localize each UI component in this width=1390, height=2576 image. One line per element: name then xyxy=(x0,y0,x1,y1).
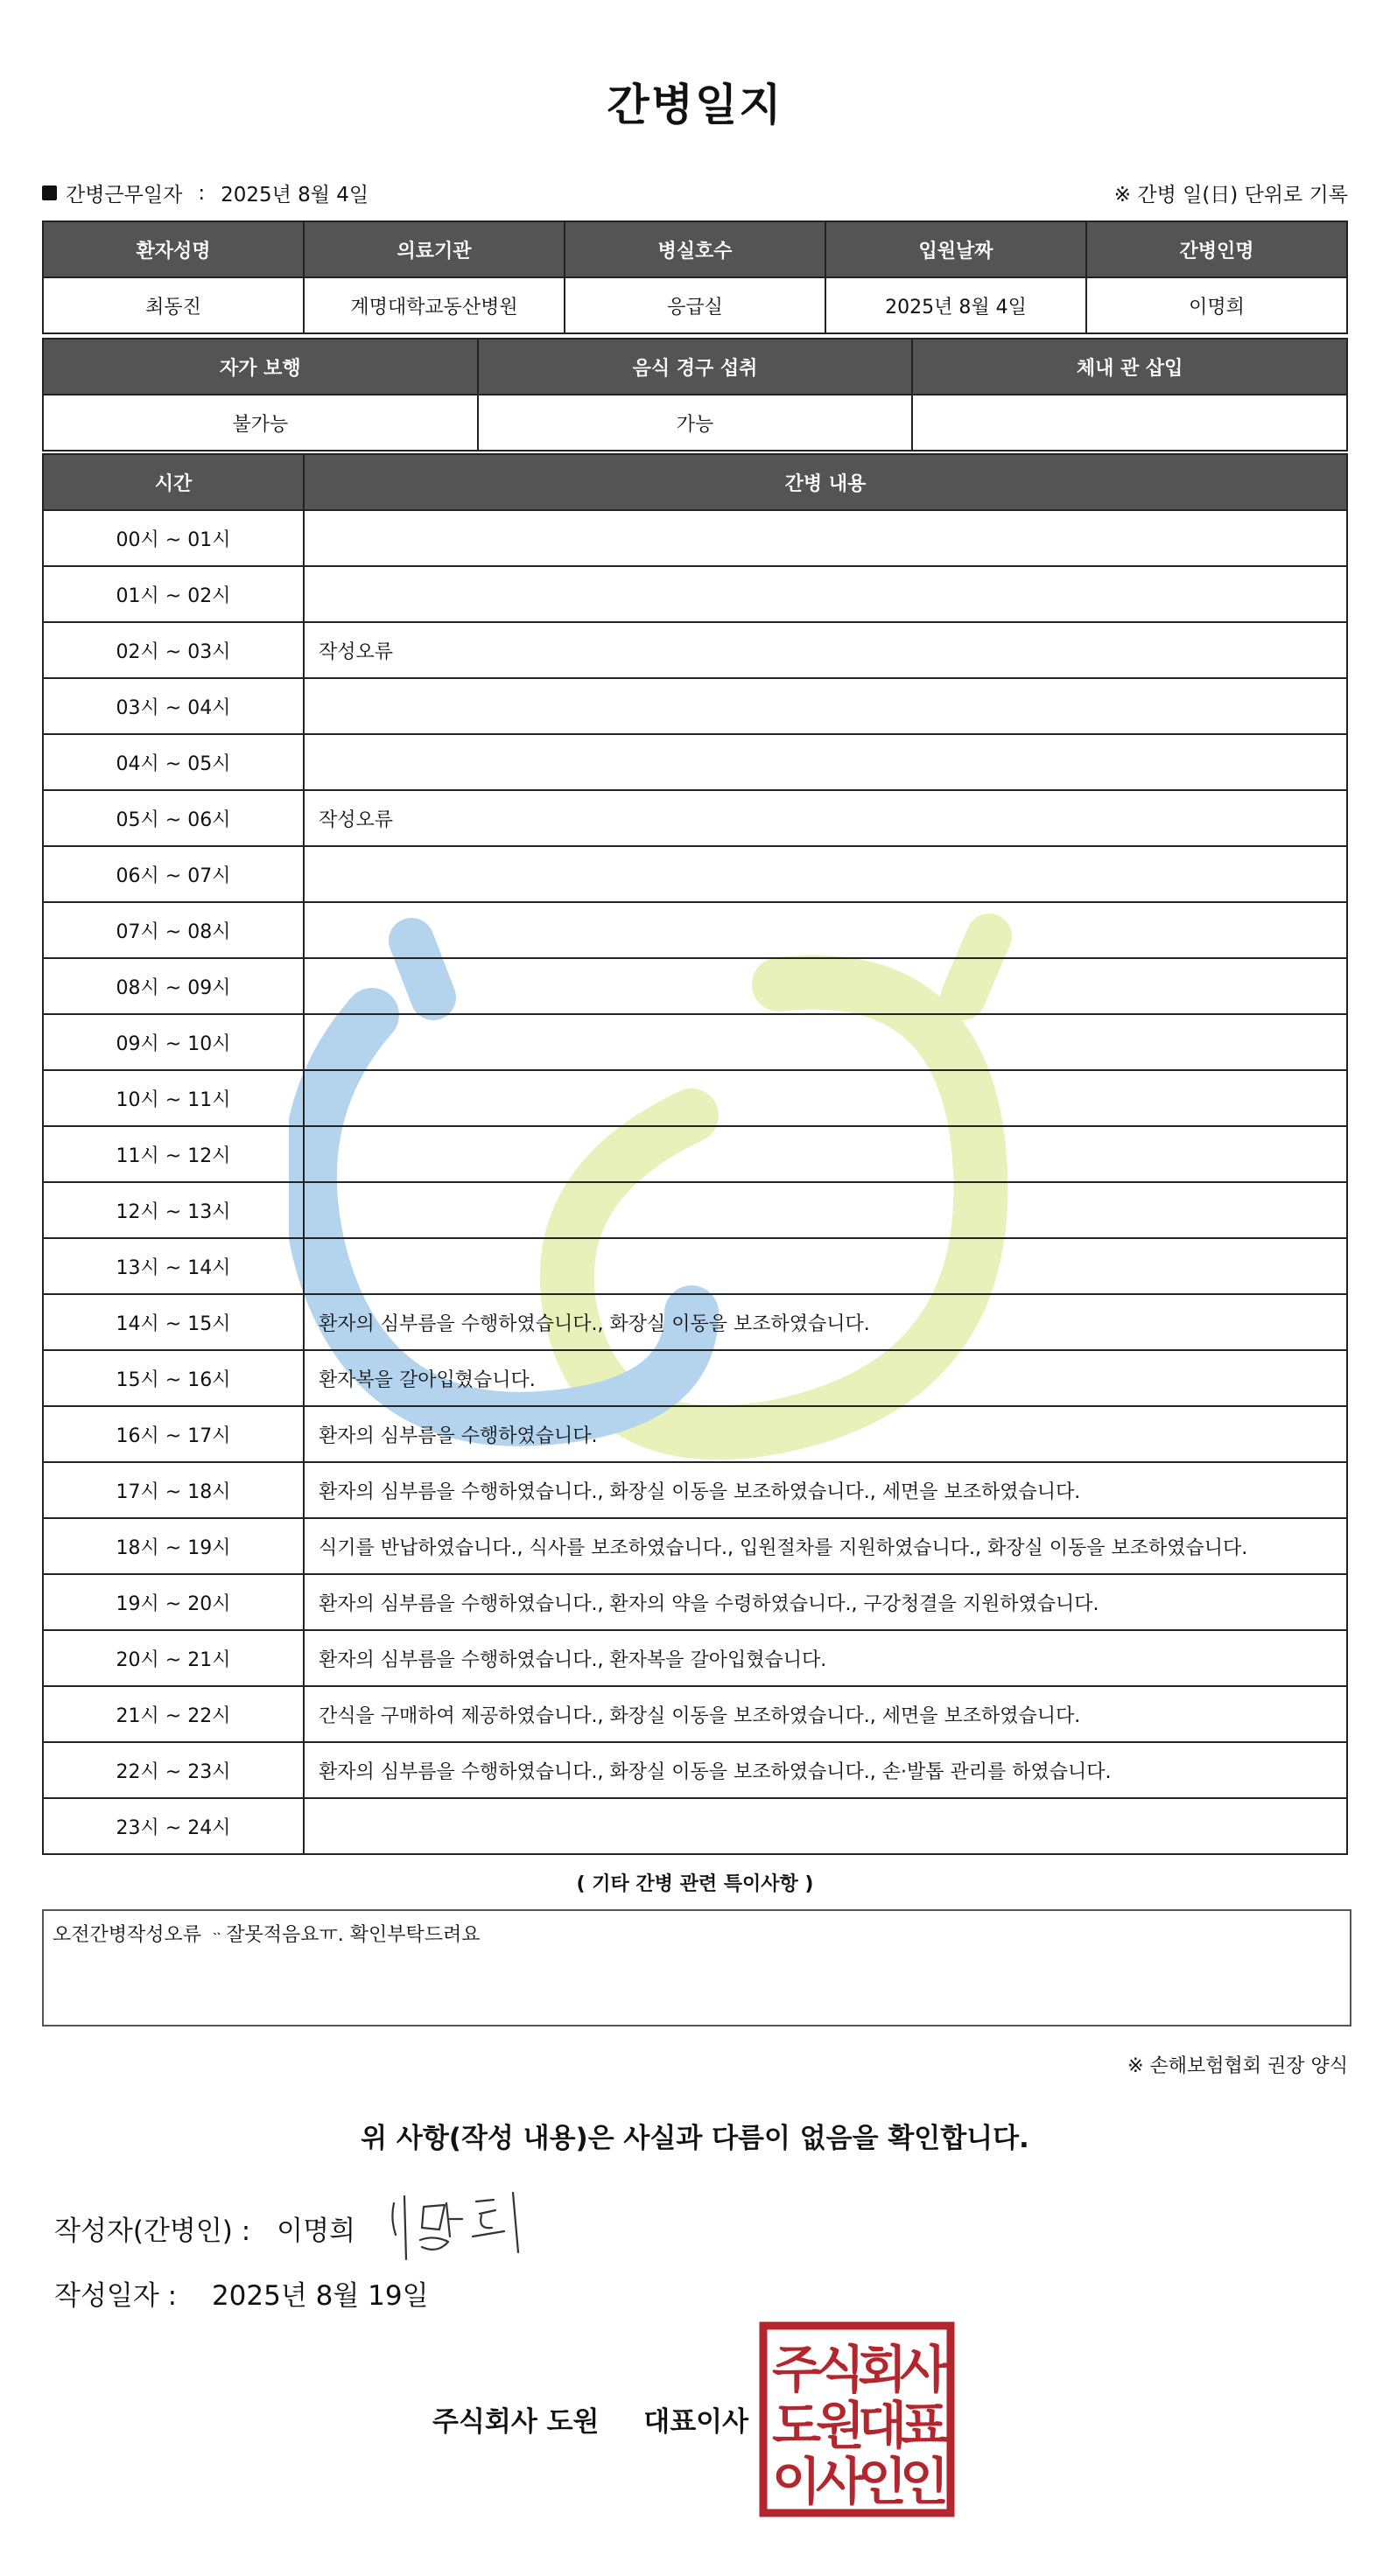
care-row xyxy=(43,1350,1347,1406)
company-representative: 대표이사 xyxy=(643,2406,749,2438)
patient-info-table xyxy=(42,220,1348,334)
writer-name: 이명희 xyxy=(277,2216,356,2247)
bullet-icon xyxy=(42,186,57,200)
care-content xyxy=(304,510,1347,566)
room: 응급실 xyxy=(565,277,825,333)
care-row xyxy=(43,510,1347,566)
care-row xyxy=(43,1630,1347,1686)
care-row xyxy=(43,790,1347,846)
company-signature-line xyxy=(432,2399,748,2439)
care-row xyxy=(43,1518,1347,1574)
care-content xyxy=(304,1798,1347,1854)
svg-text:인: 인 xyxy=(857,2452,908,2511)
svg-text:주: 주 xyxy=(771,2340,822,2399)
time-slot: 11시 ~ 12시 xyxy=(43,1126,304,1182)
care-row xyxy=(43,1742,1347,1798)
care-content: 환자의 심부름을 수행하였습니다., 환자의 약을 수령하였습니다., 구강청결을 지원하였습니다. xyxy=(304,1574,1347,1630)
time-slot: 01시 ~ 02시 xyxy=(43,566,304,622)
remarks-title: ( 기타 간병 관련 특이사항 ) xyxy=(576,1873,814,1895)
time-slot: 18시 ~ 19시 xyxy=(43,1518,304,1574)
care-content: 환자의 심부름을 수행하였습니다., 화장실 이동을 보조하였습니다., 세면을 보조하였습니다. xyxy=(304,1462,1347,1518)
work-date-separator: : xyxy=(198,181,206,205)
write-date-value: 2025년 8월 19일 xyxy=(211,2280,429,2312)
care-content xyxy=(304,1014,1347,1070)
care-content: 환자의 심부름을 수행하였습니다., 화장실 이동을 보조하였습니다. xyxy=(304,1294,1347,1350)
care-content xyxy=(304,958,1347,1014)
hospital: 계명대학교동산병원 xyxy=(304,277,565,333)
svg-text:인: 인 xyxy=(899,2452,950,2511)
care-content: 환자복을 갈아입혔습니다. xyxy=(304,1350,1347,1406)
document-title: 간병일지 xyxy=(607,80,783,130)
svg-text:사: 사 xyxy=(815,2452,866,2511)
care-row xyxy=(43,1686,1347,1742)
care-content xyxy=(304,1182,1347,1238)
write-date-line xyxy=(54,2273,429,2313)
time-slot: 23시 ~ 24시 xyxy=(43,1798,304,1854)
tube-insertion xyxy=(912,395,1347,451)
svg-text:도: 도 xyxy=(771,2396,822,2455)
company-seal-stamp xyxy=(758,2320,956,2518)
work-date-value: 2025년 8월 4일 xyxy=(221,184,369,206)
time-slot: 02시 ~ 03시 xyxy=(43,622,304,678)
header-time: 시간 xyxy=(43,454,304,510)
care-row xyxy=(43,1238,1347,1294)
self-walking: 불가능 xyxy=(43,395,478,451)
care-content: 작성오류 xyxy=(304,790,1347,846)
header-care-content: 간병 내용 xyxy=(304,454,1347,510)
time-slot: 09시 ~ 10시 xyxy=(43,1014,304,1070)
work-date-line xyxy=(42,178,369,207)
care-row xyxy=(43,902,1347,958)
time-slot: 06시 ~ 07시 xyxy=(43,846,304,902)
care-content xyxy=(304,566,1347,622)
care-content: 환자의 심부름을 수행하였습니다. xyxy=(304,1406,1347,1462)
time-slot: 10시 ~ 11시 xyxy=(43,1070,304,1126)
time-slot: 12시 ~ 13시 xyxy=(43,1182,304,1238)
header-tube-insertion: 체내 관 삽입 xyxy=(912,339,1347,395)
time-slot: 20시 ~ 21시 xyxy=(43,1630,304,1686)
time-slot: 19시 ~ 20시 xyxy=(43,1574,304,1630)
care-row xyxy=(43,1294,1347,1350)
admission-date: 2025년 8월 4일 xyxy=(825,277,1086,333)
writer-label: 작성자(간병인) : xyxy=(54,2216,251,2247)
writer-line xyxy=(54,2208,355,2248)
care-content xyxy=(304,1238,1347,1294)
care-row xyxy=(43,1014,1347,1070)
company-name: 주식회사 도원 xyxy=(432,2406,600,2438)
caregiver-name: 이명희 xyxy=(1086,277,1347,333)
svg-text:이: 이 xyxy=(771,2452,822,2511)
remarks-box: 오전간병작성오류 ᆢ잘못적음요ㅠ. 확인부탁드려요 xyxy=(42,1909,1351,2026)
header-self-walking: 자가 보행 xyxy=(43,339,478,395)
care-row xyxy=(43,958,1347,1014)
svg-text:대: 대 xyxy=(857,2396,908,2455)
care-row xyxy=(43,678,1347,734)
time-slot: 21시 ~ 22시 xyxy=(43,1686,304,1742)
time-slot: 04시 ~ 05시 xyxy=(43,734,304,790)
header-patient-name: 환자성명 xyxy=(43,221,304,277)
header-hospital: 의료기관 xyxy=(304,221,565,277)
care-row xyxy=(43,566,1347,622)
care-content xyxy=(304,1126,1347,1182)
time-slot: 03시 ~ 04시 xyxy=(43,678,304,734)
care-row xyxy=(43,1574,1347,1630)
svg-text:표: 표 xyxy=(899,2396,950,2455)
header-admission-date: 입원날짜 xyxy=(825,221,1086,277)
svg-text:식: 식 xyxy=(815,2340,866,2399)
oral-intake: 가능 xyxy=(478,395,913,451)
svg-text:회: 회 xyxy=(857,2340,908,2399)
care-content: 간식을 구매하여 제공하였습니다., 화장실 이동을 보조하였습니다., 세면을 보조하였습니다. xyxy=(304,1686,1347,1742)
care-row xyxy=(43,846,1347,902)
care-row xyxy=(43,622,1347,678)
time-slot: 07시 ~ 08시 xyxy=(43,902,304,958)
patient-name: 최동진 xyxy=(43,277,304,333)
time-slot: 14시 ~ 15시 xyxy=(43,1294,304,1350)
write-date-label: 작성일자 : xyxy=(54,2280,178,2312)
care-row xyxy=(43,1070,1347,1126)
time-slot: 00시 ~ 01시 xyxy=(43,510,304,566)
time-slot: 16시 ~ 17시 xyxy=(43,1406,304,1462)
header-caregiver: 간병인명 xyxy=(1086,221,1347,277)
care-schedule-table xyxy=(42,453,1348,1855)
time-slot: 15시 ~ 16시 xyxy=(43,1350,304,1406)
care-content xyxy=(304,1070,1347,1126)
care-content: 환자의 심부름을 수행하였습니다., 화장실 이동을 보조하였습니다., 손·발톱 관리를 하였습니다. xyxy=(304,1742,1347,1798)
header-oral-intake: 음식 경구 섭취 xyxy=(478,339,913,395)
svg-text:사: 사 xyxy=(899,2340,950,2399)
handwritten-signature xyxy=(382,2184,530,2263)
work-date-label: 간병근무일자 xyxy=(66,184,183,206)
time-slot: 08시 ~ 09시 xyxy=(43,958,304,1014)
care-row xyxy=(43,734,1347,790)
care-content xyxy=(304,846,1347,902)
care-row xyxy=(43,1126,1347,1182)
care-content: 식기를 반납하였습니다., 식사를 보조하였습니다., 입원절차를 지원하였습니다., 화장실 이동을 보조하였습니다. xyxy=(304,1518,1347,1574)
care-content xyxy=(304,902,1347,958)
svg-text:원: 원 xyxy=(815,2396,866,2455)
time-slot: 13시 ~ 14시 xyxy=(43,1238,304,1294)
care-content xyxy=(304,678,1347,734)
care-row xyxy=(43,1406,1347,1462)
time-slot: 17시 ~ 18시 xyxy=(43,1462,304,1518)
care-content: 환자의 심부름을 수행하였습니다., 환자복을 갈아입혔습니다. xyxy=(304,1630,1347,1686)
association-note: ※ 손해보험협회 권장 양식 xyxy=(1127,2055,1348,2077)
record-unit-note: ※ 간병 일(日) 단위로 기록 xyxy=(1113,184,1348,206)
header-room: 병실호수 xyxy=(565,221,825,277)
confirmation-statement: 위 사항(작성 내용)은 사실과 다름이 없음을 확인합니다. xyxy=(361,2123,1029,2154)
care-row xyxy=(43,1798,1347,1854)
time-slot: 22시 ~ 23시 xyxy=(43,1742,304,1798)
care-row xyxy=(43,1182,1347,1238)
patient-status-table xyxy=(42,338,1348,452)
time-slot: 05시 ~ 06시 xyxy=(43,790,304,846)
care-content: 작성오류 xyxy=(304,622,1347,678)
care-content xyxy=(304,734,1347,790)
care-row xyxy=(43,1462,1347,1518)
